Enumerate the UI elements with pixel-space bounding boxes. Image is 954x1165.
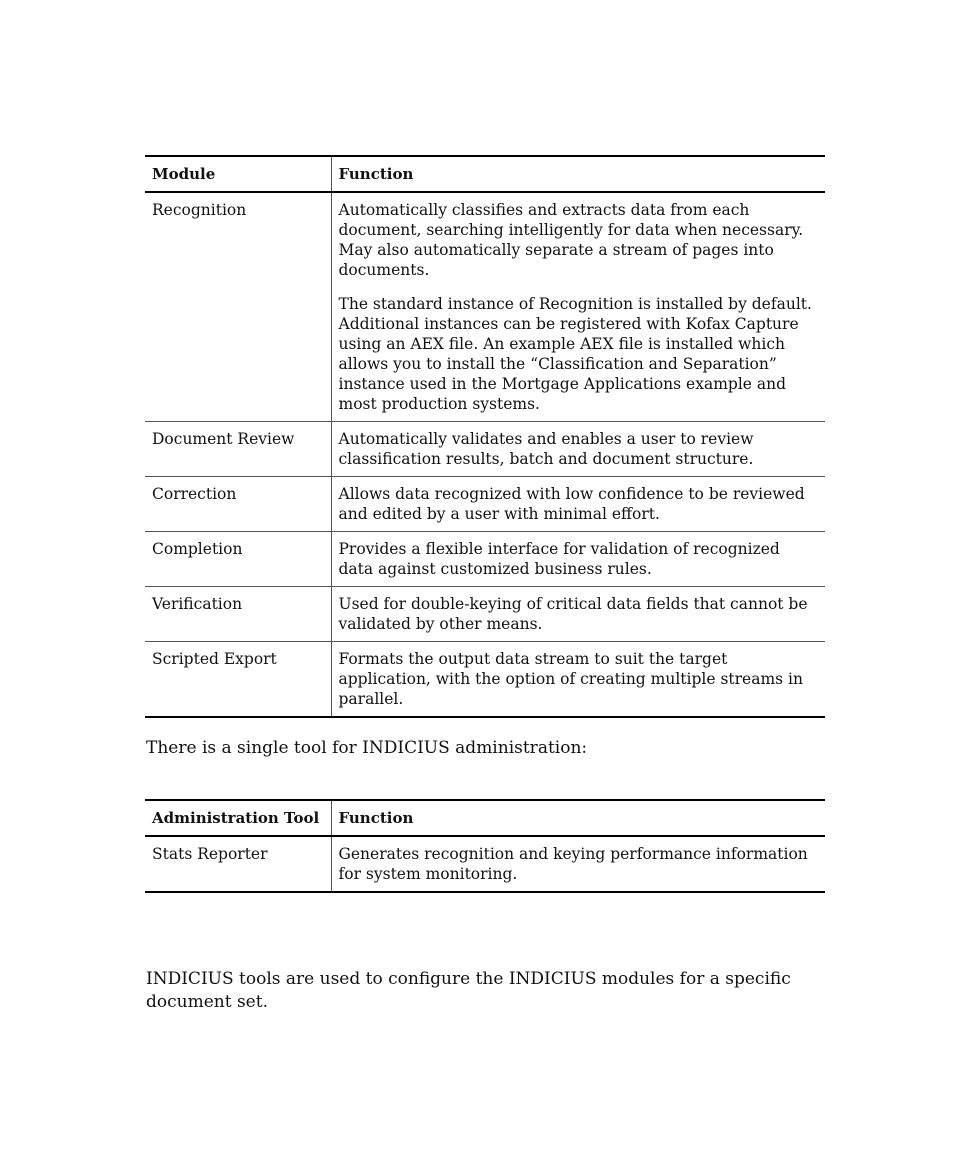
module-function [331,192,825,422]
table-row [145,532,825,587]
table-row [145,422,825,477]
function-column-header: Function [331,800,825,836]
module-name: Document Review [145,422,331,477]
admin-intro-text: There is a single tool for INDICIUS administration: [146,738,588,758]
modules-table [145,155,825,718]
table-row [145,836,825,892]
tool-name: Stats Reporter [145,836,331,892]
tools-paragraph: INDICIUS tools are used to configure the INDICIUS modules for a specific document set. [146,969,791,1012]
module-function: Used for double-keying of critical data fields that cannot be validated by other means. [331,587,825,642]
admin-table-header-row [145,800,825,836]
module-function: Provides a flexible interface for validation of recognized data against customized business rules. [331,532,825,587]
table-row [145,587,825,642]
table-row [145,192,825,422]
module-name: Scripted Export [145,642,331,718]
modules-table-header-row [145,156,825,192]
tool-function: Generates recognition and keying performance information for system monitoring. [331,836,825,892]
function-column-header: Function [331,156,825,192]
module-column-header: Module [145,156,331,192]
function-paragraph: The standard instance of Recognition is installed by default. Additional instances can be registered with Kofax Capture using an AEX file. An example AEX file is installed which allows you to install the “Classification and Separation” instance used in the Mortgage Applications example and most production systems. [338,295,812,413]
module-function: Automatically validates and enables a user to review classification results, batch and document structure. [331,422,825,477]
tool-column-header: Administration Tool [145,800,331,836]
module-name: Verification [145,587,331,642]
module-name: Correction [145,477,331,532]
table-row [145,477,825,532]
module-function: Allows data recognized with low confidence to be reviewed and edited by a user with minimal effort. [331,477,825,532]
admin-tools-table [145,799,825,893]
function-paragraph: Automatically classifies and extracts data from each document, searching intelligently for data when necessary. May also automatically separate a stream of pages into documents. [338,201,804,279]
module-name: Completion [145,532,331,587]
module-function: Formats the output data stream to suit the target application, with the option of creating multiple streams in parallel. [331,642,825,718]
module-name: Recognition [145,192,331,422]
table-row [145,642,825,718]
